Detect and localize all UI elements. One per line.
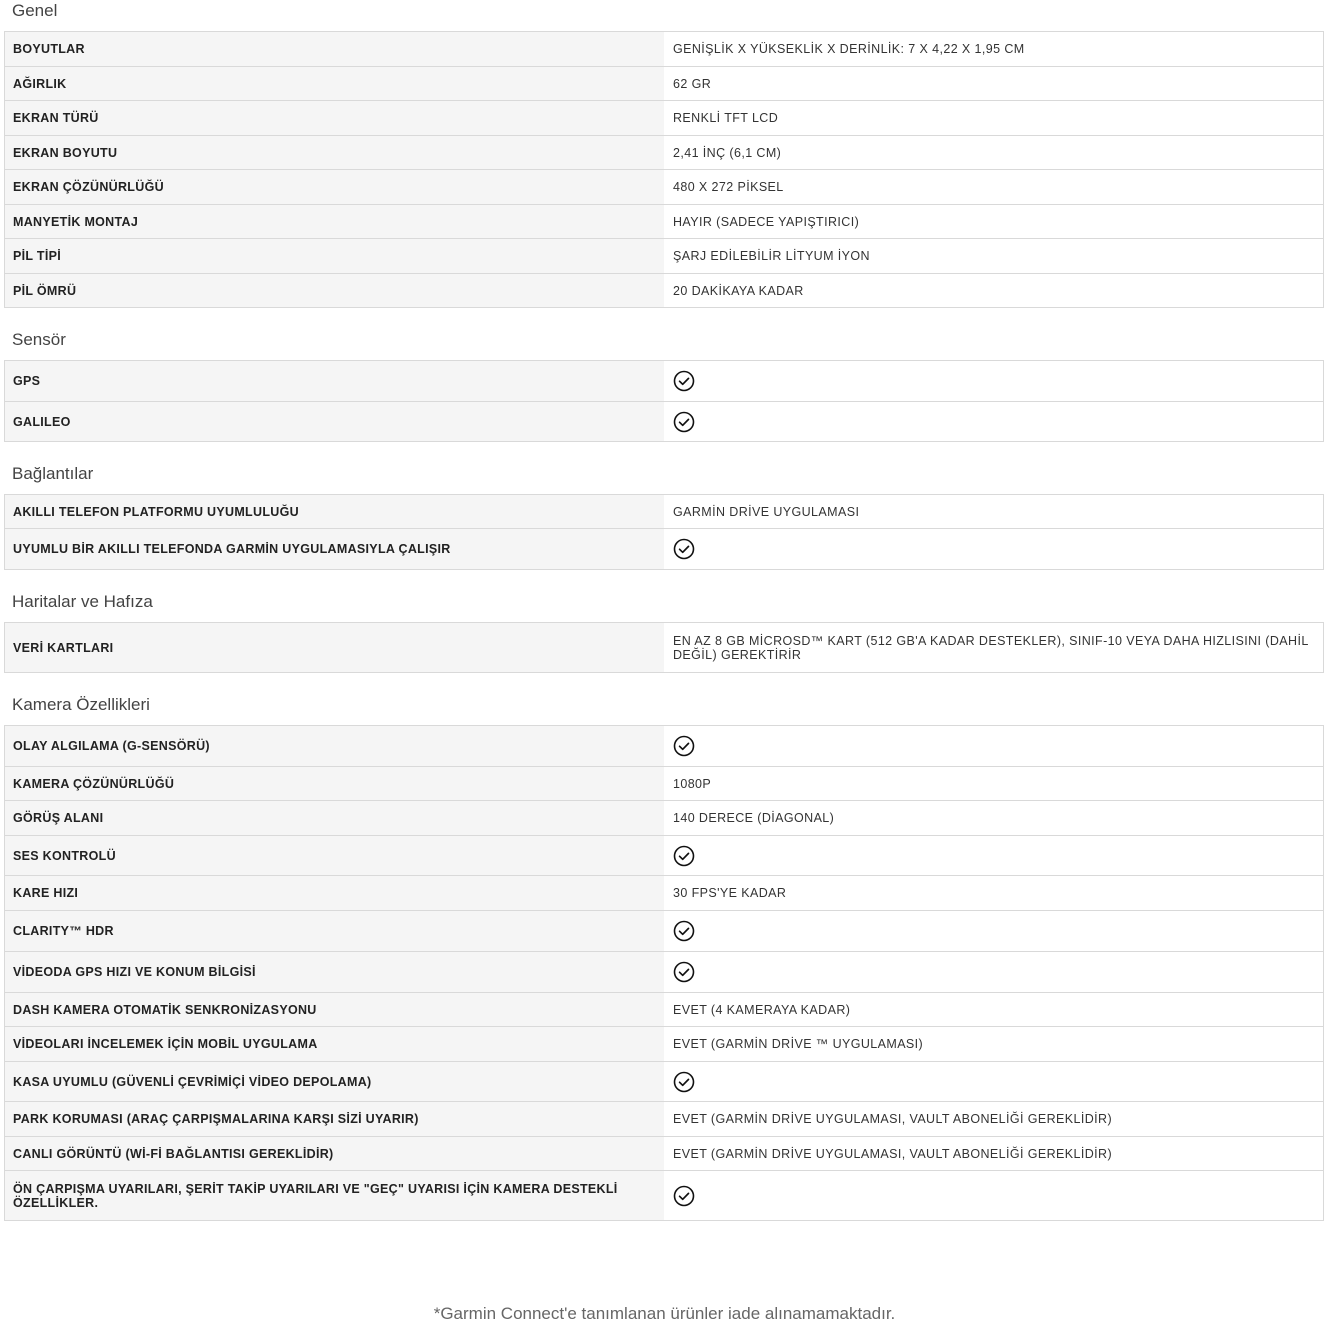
spec-label: VERİ KARTLARI bbox=[5, 623, 664, 672]
spec-label: EKRAN ÇÖZÜNÜRLÜĞÜ bbox=[5, 170, 664, 204]
spec-label: PARK KORUMASI (ARAÇ ÇARPIŞMALARINA KARŞI SİZİ UYARIR) bbox=[5, 1102, 664, 1136]
spec-row bbox=[5, 952, 1323, 993]
spec-value-check bbox=[664, 726, 1323, 766]
spec-value: 62 GR bbox=[664, 67, 1323, 100]
spec-label: AĞIRLIK bbox=[5, 67, 664, 100]
check-circle-icon bbox=[673, 735, 695, 757]
spec-value: EVET (GARMİN DRİVE UYGULAMASI, VAULT ABONELİĞİ GEREKLİDİR) bbox=[664, 1102, 1323, 1136]
spec-value-check bbox=[664, 1171, 1323, 1220]
section-title: Bağlantılar bbox=[12, 464, 94, 483]
spec-label: MANYETİK MONTAJ bbox=[5, 205, 664, 238]
spec-value-check bbox=[664, 529, 1323, 569]
spec-row bbox=[5, 1102, 1323, 1137]
spec-label: DASH KAMERA OTOMATİK SENKRONİZASYONU bbox=[5, 993, 664, 1026]
spec-label: EKRAN BOYUTU bbox=[5, 136, 664, 169]
spec-row bbox=[5, 993, 1323, 1027]
spec-row bbox=[5, 205, 1323, 239]
spec-label: UYUMLU BİR AKILLI TELEFONDA GARMİN UYGULAMASIYLA ÇALIŞIR bbox=[5, 529, 664, 569]
spec-label: EKRAN TÜRÜ bbox=[5, 101, 664, 135]
spec-label: GPS bbox=[5, 361, 664, 401]
spec-value: EVET (GARMİN DRİVE UYGULAMASI, VAULT ABONELİĞİ GEREKLİDİR) bbox=[664, 1137, 1323, 1170]
spec-table bbox=[4, 725, 1324, 1221]
spec-value-check bbox=[664, 402, 1323, 441]
spec-label: KAMERA ÇÖZÜNÜRLÜĞÜ bbox=[5, 767, 664, 800]
spec-row bbox=[5, 101, 1323, 136]
spec-value: 1080P bbox=[664, 767, 1323, 800]
spec-value: 480 X 272 PİKSEL bbox=[664, 170, 1323, 204]
spec-value: EN AZ 8 GB MİCROSD™ KART (512 GB'A KADAR DESTEKLER), SINIF-10 VEYA DAHA HIZLISINI (DAHİL DEĞİL) GEREKTİRİR bbox=[664, 623, 1323, 672]
spec-row bbox=[5, 1062, 1323, 1102]
check-circle-icon bbox=[673, 370, 695, 392]
spec-value-check bbox=[664, 911, 1323, 951]
spec-row bbox=[5, 170, 1323, 205]
spec-row bbox=[5, 239, 1323, 274]
spec-row bbox=[5, 911, 1323, 952]
spec-table bbox=[4, 360, 1324, 442]
footer-note: *Garmin Connect'e tanımlanan ürünler iade alınamamaktadır. bbox=[433, 1304, 896, 1323]
spec-label: PİL ÖMRÜ bbox=[5, 274, 664, 307]
spec-value: 30 FPS'YE KADAR bbox=[664, 876, 1323, 910]
check-circle-icon bbox=[673, 920, 695, 942]
spec-row bbox=[5, 726, 1323, 767]
spec-row bbox=[5, 767, 1323, 801]
spec-value: RENKLİ TFT LCD bbox=[664, 101, 1323, 135]
spec-value-check bbox=[664, 1062, 1323, 1101]
spec-label: CLARITY™ HDR bbox=[5, 911, 664, 951]
spec-row bbox=[5, 623, 1323, 673]
spec-row bbox=[5, 361, 1323, 402]
spec-row bbox=[5, 274, 1323, 308]
spec-row bbox=[5, 67, 1323, 101]
check-circle-icon bbox=[673, 1071, 695, 1093]
spec-value-check bbox=[664, 836, 1323, 875]
spec-row bbox=[5, 402, 1323, 442]
spec-label: PİL TİPİ bbox=[5, 239, 664, 273]
spec-table bbox=[4, 622, 1324, 673]
spec-row bbox=[5, 836, 1323, 876]
spec-value: GARMİN DRİVE UYGULAMASI bbox=[664, 495, 1323, 528]
spec-label: KASA UYUMLU (GÜVENLİ ÇEVRİMİÇİ VİDEO DEPOLAMA) bbox=[5, 1062, 664, 1101]
spec-value: 140 DERECE (DİAGONAL) bbox=[664, 801, 1323, 835]
check-circle-icon bbox=[673, 411, 695, 433]
spec-table bbox=[4, 494, 1324, 570]
spec-row bbox=[5, 1137, 1323, 1171]
spec-row bbox=[5, 876, 1323, 911]
spec-value: EVET (4 KAMERAYA KADAR) bbox=[664, 993, 1323, 1026]
spec-value: 2,41 İNÇ (6,1 CM) bbox=[664, 136, 1323, 169]
spec-label: VİDEOLARI İNCELEMEK İÇİN MOBİL UYGULAMA bbox=[5, 1027, 664, 1061]
spec-value-check bbox=[664, 952, 1323, 992]
check-circle-icon bbox=[673, 961, 695, 983]
spec-value: ŞARJ EDİLEBİLİR LİTYUM İYON bbox=[664, 239, 1323, 273]
spec-table bbox=[4, 31, 1324, 308]
spec-value: GENİŞLİK X YÜKSEKLİK X DERİNLİK: 7 X 4,22 X 1,95 CM bbox=[664, 32, 1323, 66]
section-title: Genel bbox=[12, 1, 58, 20]
spec-value: 20 DAKİKAYA KADAR bbox=[664, 274, 1323, 307]
spec-label: CANLI GÖRÜNTÜ (Wİ-Fİ BAĞLANTISI GEREKLİDİR) bbox=[5, 1137, 664, 1170]
spec-label: OLAY ALGILAMA (G-SENSÖRÜ) bbox=[5, 726, 664, 766]
spec-row bbox=[5, 136, 1323, 170]
spec-row bbox=[5, 1027, 1323, 1062]
section-title: Haritalar ve Hafıza bbox=[12, 592, 153, 611]
check-circle-icon bbox=[673, 1185, 695, 1207]
spec-row bbox=[5, 1171, 1323, 1221]
spec-row bbox=[5, 801, 1323, 836]
section-title: Sensör bbox=[12, 330, 66, 349]
spec-row bbox=[5, 32, 1323, 67]
spec-label: ÖN ÇARPIŞMA UYARILARI, ŞERİT TAKİP UYARILARI VE "GEÇ" UYARISI İÇİN KAMERA DESTEKLİ ÖZELLİKLER. bbox=[5, 1171, 664, 1220]
spec-value-check bbox=[664, 361, 1323, 401]
spec-row bbox=[5, 529, 1323, 570]
check-circle-icon bbox=[673, 845, 695, 867]
spec-label: BOYUTLAR bbox=[5, 32, 664, 66]
spec-label: VİDEODA GPS HIZI VE KONUM BİLGİSİ bbox=[5, 952, 664, 992]
spec-label: KARE HIZI bbox=[5, 876, 664, 910]
spec-label: SES KONTROLÜ bbox=[5, 836, 664, 875]
spec-label: GÖRÜŞ ALANI bbox=[5, 801, 664, 835]
check-circle-icon bbox=[673, 538, 695, 560]
spec-value: HAYIR (SADECE YAPIŞTIRICI) bbox=[664, 205, 1323, 238]
section-title: Kamera Özellikleri bbox=[12, 695, 150, 714]
spec-row bbox=[5, 495, 1323, 529]
spec-label: GALILEO bbox=[5, 402, 664, 441]
spec-value: EVET (GARMİN DRİVE ™ UYGULAMASI) bbox=[664, 1027, 1323, 1061]
spec-label: AKILLI TELEFON PLATFORMU UYUMLULUĞU bbox=[5, 495, 664, 528]
